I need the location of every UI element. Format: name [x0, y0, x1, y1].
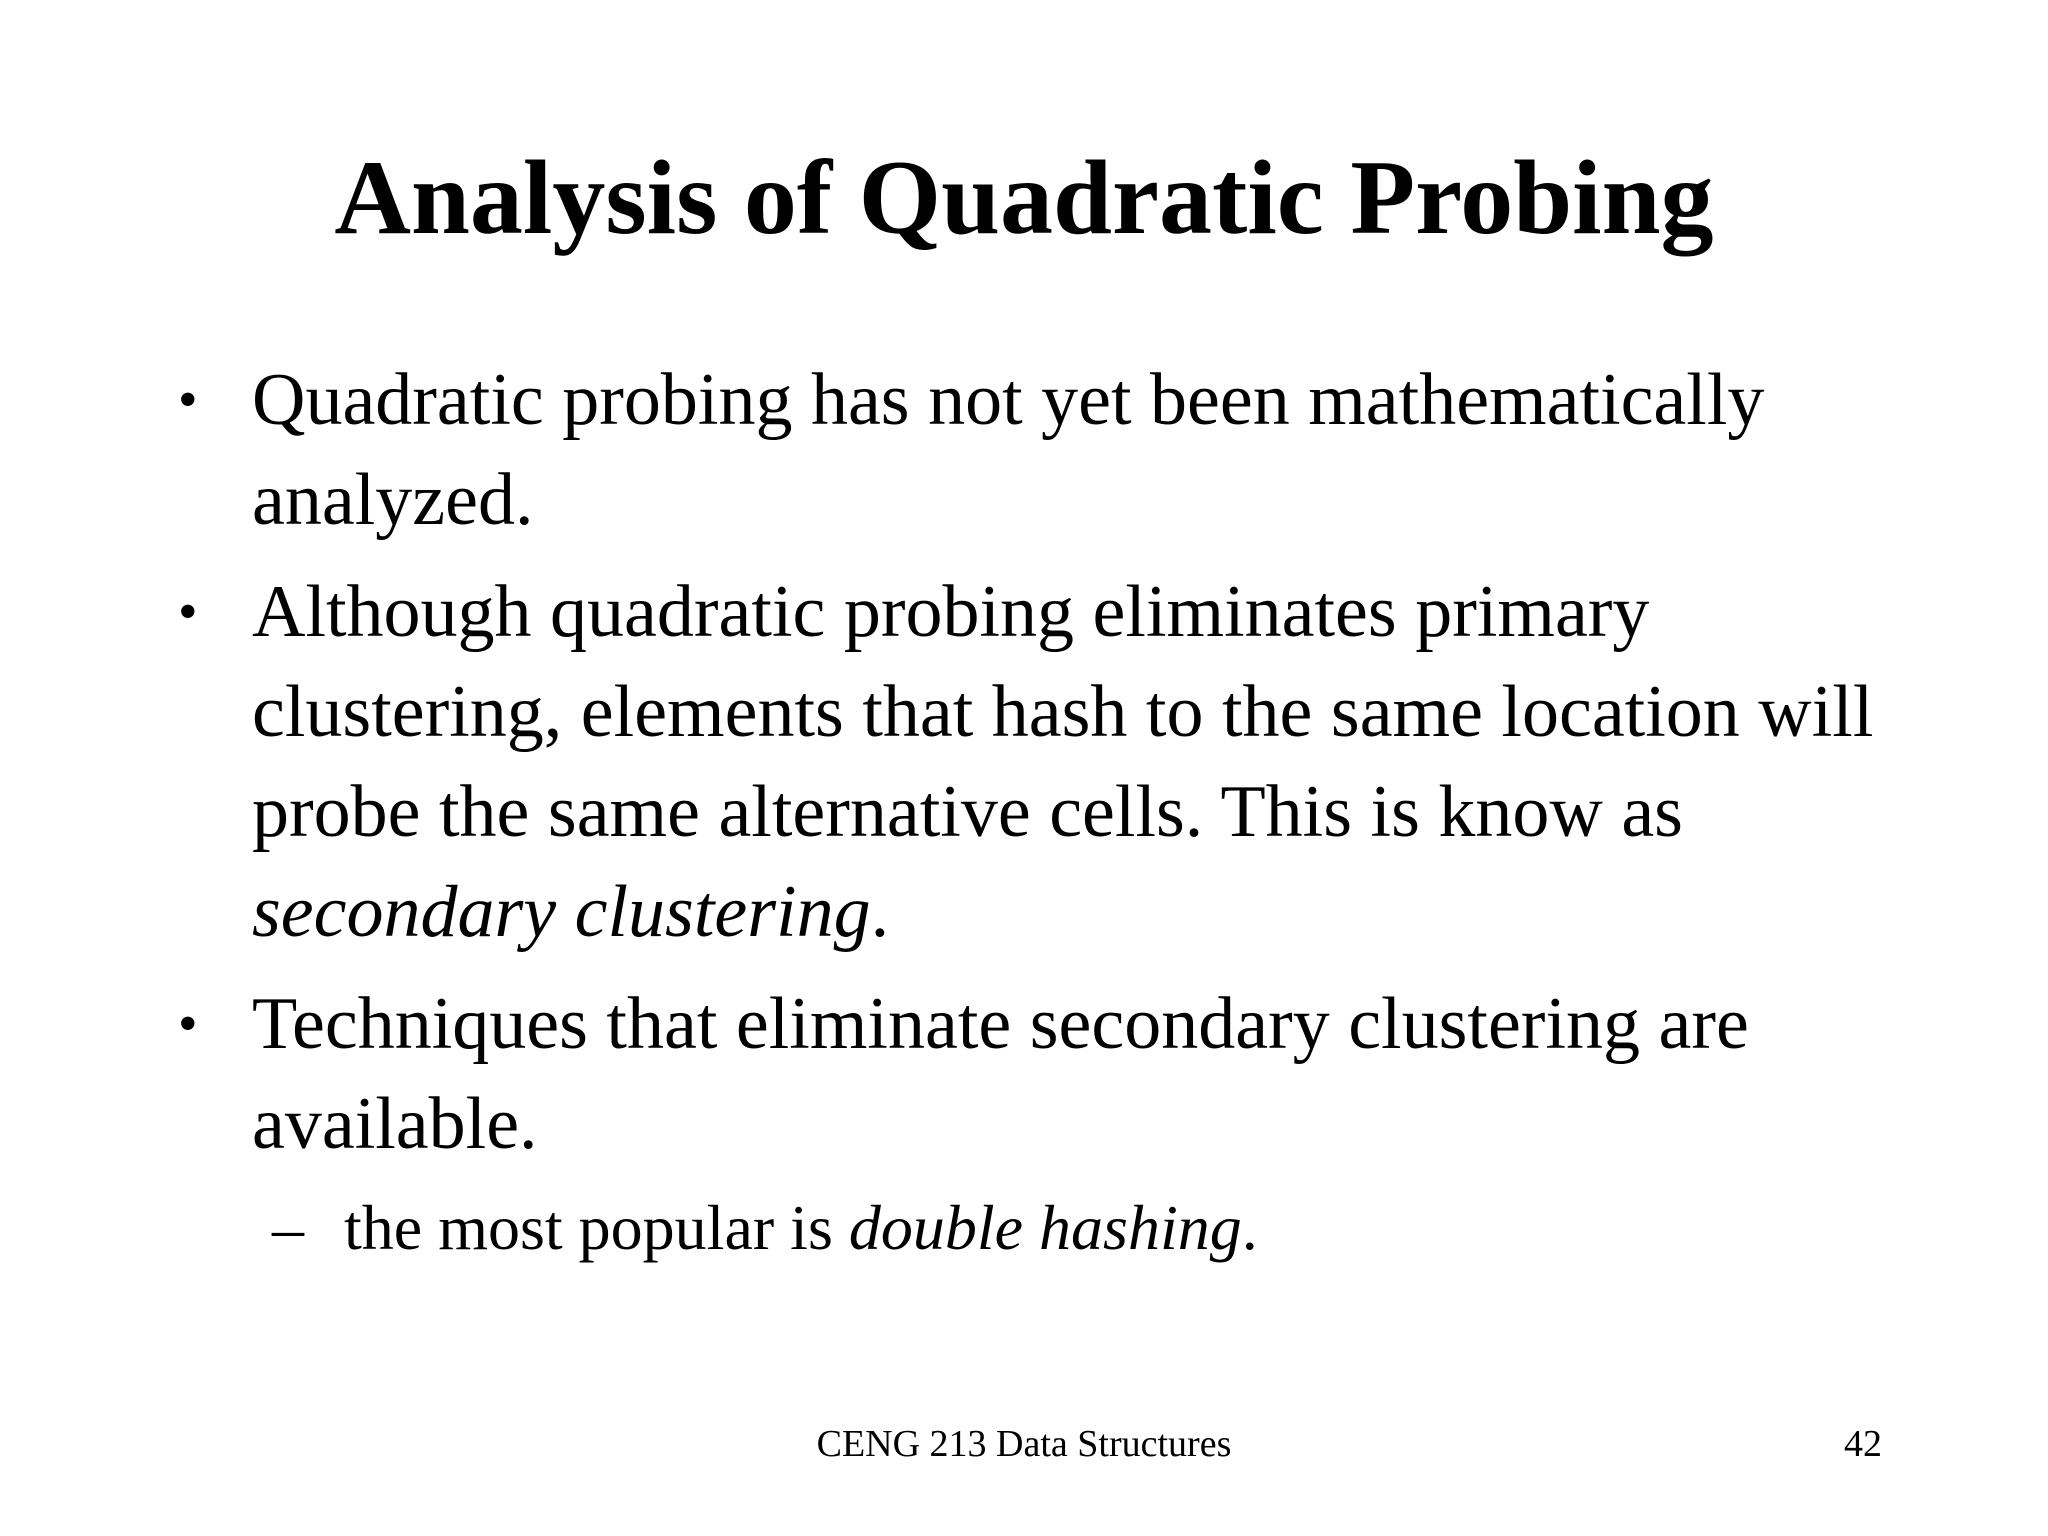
sub-marker: –: [272, 1192, 304, 1263]
bullet-text: Although quadratic probing eliminates primary clustering, elements that hash to the same location will probe the same alternative cells. This is know as: [252, 571, 1874, 853]
sub-text: the most popular is: [344, 1192, 849, 1263]
page-number: 42: [1844, 1423, 1882, 1465]
sub-item: [252, 1186, 1910, 1270]
footer-course: CENG 213 Data Structures: [816, 1423, 1232, 1465]
bullet-marker: •: [178, 581, 198, 643]
emphasis-term: secondary clustering: [252, 871, 871, 953]
bullet-marker: •: [178, 369, 198, 431]
bullet-list: [170, 350, 1910, 1282]
bullet-text: Techniques that eliminate secondary clustering are available.: [252, 983, 1749, 1165]
bullet-marker: •: [178, 993, 198, 1055]
bullet-item: [170, 974, 1910, 1270]
bullet-item: [170, 562, 1910, 962]
emphasis-term: double hashing: [848, 1192, 1242, 1263]
sub-list: [252, 1186, 1910, 1270]
bullet-text: Quadratic probing has not yet been mathematically analyzed.: [252, 359, 1765, 541]
sub-text-end: .: [1241, 1192, 1258, 1263]
slide-title: Analysis of Quadratic Probing: [334, 139, 1714, 256]
bullet-text-end: .: [870, 871, 890, 953]
bullet-item: [170, 350, 1910, 550]
